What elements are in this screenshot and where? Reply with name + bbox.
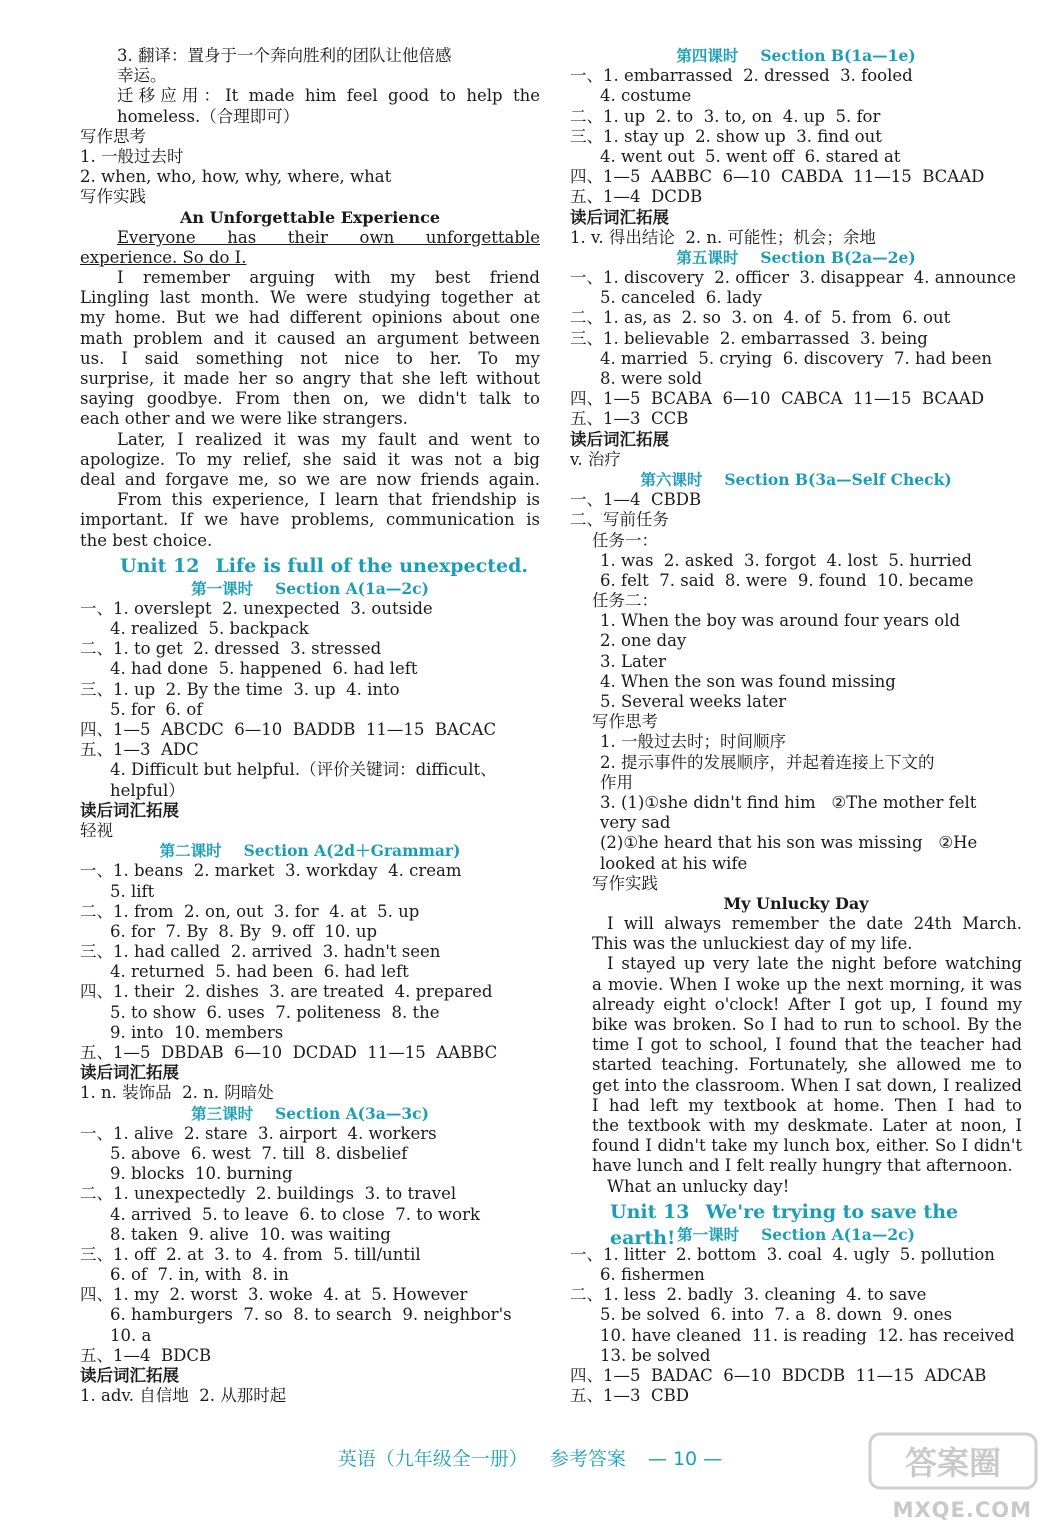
text-line: 五、1—3 CCB: [570, 409, 689, 429]
text-line: 四、1—5 ABCDC 6—10 BADDB 11—15 BACAC: [80, 720, 497, 739]
text-line: 5. for 6. of: [110, 699, 203, 719]
text-line: important. If we have problems, communication is: [80, 510, 540, 530]
text-line: 3. Later: [600, 651, 667, 671]
text-line: 4. realized 5. backpack: [110, 619, 309, 639]
text-line: have lunch and I felt really hungry that afternoon.: [592, 1156, 1013, 1176]
text-line: 一、1. discovery 2. officer 3. disappear 4. announce: [570, 268, 1017, 288]
text-line: time I got to school, I found that the teacher had: [592, 1035, 1022, 1055]
text-line: 写作实践: [80, 187, 146, 207]
text-line: 4. Difficult but helpful.（评价关键词：difficult、: [110, 760, 497, 780]
text-line: What an unlucky day!: [607, 1176, 790, 1196]
text-line: 写作实践: [592, 873, 658, 893]
lesson-label: 第一课时: [677, 1224, 740, 1244]
text-line: math problem and it caused an argument between: [80, 328, 540, 348]
text-line: Everyone has their own unforgettable: [117, 227, 540, 247]
lesson-heading: [80, 841, 540, 861]
text-line: 任务二：: [592, 591, 658, 611]
text-line: 4. returned 5. had been 6. had left: [110, 962, 409, 982]
text-line: 五、1—5 DBDAB 6—10 DCDAD 11—15 AABBC: [80, 1043, 498, 1062]
text-line: 1. v. 得出结论 2. n. 可能性；机会；余地: [570, 227, 876, 247]
text-line: 四、1. my 2. worst 3. woke 4. at 5. However: [80, 1285, 468, 1305]
text-line: 6. for 7. By 8. By 9. off 10. up: [110, 921, 378, 941]
text-line: I remember arguing with my best friend: [117, 268, 540, 288]
text-line: 1. 一般过去时；时间顺序: [600, 732, 786, 752]
text-line: I stayed up very late the night before watching: [607, 954, 1022, 974]
lesson-heading: [570, 248, 1022, 268]
text-line: 4. had done 5. happened 6. had left: [110, 659, 418, 679]
lesson-label: 第四课时: [676, 46, 739, 65]
text-line: 二、1. up 2. to 3. to, on 4. up 5. for: [570, 106, 881, 126]
lesson-heading: [570, 470, 1022, 490]
lesson-label: 第一课时: [191, 578, 254, 598]
unit-number: Unit 12: [120, 554, 200, 577]
text-line: v. 治疗: [570, 449, 621, 469]
text-line: 一、1—4 CBDB: [570, 490, 702, 510]
text-line: This was the unluckiest day of my life.: [592, 934, 913, 954]
text-line: 4. When the son was found missing: [600, 671, 896, 691]
text-line: found I didn't take my lunch box, either. So I didn't: [592, 1136, 1022, 1156]
text-line: looked at his wife: [600, 853, 748, 873]
text-line: 5. Several weeks later: [600, 692, 787, 711]
text-line: 任务一：: [592, 530, 658, 550]
text-line: 幸运。: [117, 66, 167, 86]
lesson-label: 第五课时: [676, 247, 739, 267]
text-line: 1. When the boy was around four years old: [600, 611, 961, 631]
text-line: I will always remember the date 24th March.: [607, 914, 1022, 934]
text-line: 五、1—3 ADC: [80, 740, 199, 760]
text-line: 一、1. alive 2. stare 3. airport 4. workers: [80, 1123, 437, 1143]
text-line: 四、1—5 BCABA 6—10 CABCA 11—15 BCAAD: [570, 389, 985, 409]
essay-title: My Unlucky Day: [723, 893, 869, 913]
text-line: 8. taken 9. alive 10. was waiting: [110, 1224, 391, 1244]
text-line: 五、1—3 CBD: [570, 1386, 689, 1406]
lesson-label: 第二课时: [159, 841, 222, 861]
text-line: 二、写前任务: [570, 510, 669, 530]
text-line: 三、1. off 2. at 3. to 4. from 5. till/until: [80, 1244, 421, 1264]
subheading: 读后词汇拓展: [570, 207, 669, 227]
lesson-label: 第三课时: [191, 1103, 254, 1123]
text-line: 5. lift: [110, 881, 155, 901]
text-line: I had left my textbook at home. Then I had to: [592, 1095, 1022, 1115]
text-line: 8. were sold: [600, 369, 703, 388]
text-line: 4. married 5. crying 6. discovery 7. had been: [600, 348, 992, 368]
text-line: started teaching. Fortunately, she allowed me to: [592, 1055, 1022, 1075]
text-line: 6. hamburgers 7. so 8. to search 9. neighbor's: [110, 1305, 512, 1325]
text-line: very sad: [600, 813, 671, 833]
footer-subject: 英语（九年级全一册）: [337, 1448, 528, 1470]
text-line: 写作思考: [592, 712, 658, 732]
text-line: 3. 翻译：置身于一个奔向胜利的团队让他倍感: [117, 46, 452, 65]
text-line: 作用: [600, 772, 633, 792]
text-line: 三、1. believable 2. embarrassed 3. being: [570, 328, 928, 348]
text-line: 一、1. litter 2. bottom 3. coal 4. ugly 5. pollution: [570, 1244, 995, 1264]
text-line: 二、1. unexpectedly 2. buildings 3. to travel: [80, 1184, 457, 1204]
essay-title: An Unforgettable Experience: [179, 207, 441, 227]
text-line: 写作思考: [80, 126, 146, 146]
text-line: 1. was 2. asked 3. forgot 4. lost 5. hurried: [600, 550, 972, 570]
subheading: 读后词汇拓展: [80, 1366, 179, 1385]
text-line: 2. one day: [600, 631, 687, 651]
text-line: bike was broken. So I had to run to school. By the: [592, 1015, 1022, 1034]
text-line: 6. fishermen: [600, 1265, 705, 1285]
text-line: 一、1. beans 2. market 3. workday 4. cream: [80, 861, 462, 881]
subheading: 读后词汇拓展: [80, 1063, 179, 1083]
section-label: Section A(1a—2c): [761, 1224, 915, 1244]
section-label: Section A(3a—3c): [275, 1103, 429, 1123]
text-line: (2)①he heard that his son was missing ②He: [600, 833, 978, 853]
text-line: get into the classroom. When I sat down, I realized: [592, 1075, 1022, 1095]
text-line: 四、1—5 AABBC 6—10 CABDA 11—15 BCAAD: [570, 167, 985, 187]
text-line: 9. blocks 10. burning: [110, 1164, 293, 1184]
text-line: 二、1. less 2. badly 3. cleaning 4. to save: [570, 1285, 927, 1305]
right-column: [570, 46, 1022, 1406]
text-line: deal and forgave me, so we are now friends again.: [80, 469, 540, 489]
text-line: 2. when, who, how, why, where, what: [80, 167, 392, 187]
footer-label: 参考答案: [549, 1448, 626, 1470]
page-number: — 10 —: [647, 1448, 723, 1470]
text-line: 10. a: [110, 1325, 152, 1345]
text-line: 5. above 6. west 7. till 8. disbelief: [110, 1143, 408, 1163]
text-line: each other and we were like strangers.: [80, 409, 408, 429]
text-line: Later, I realized it was my fault and went to: [117, 429, 540, 449]
text-line: 二、1. as, as 2. so 3. on 4. of 5. from 6. out: [570, 308, 951, 328]
section-label: Section B(2a—2e): [760, 247, 916, 267]
subheading: 读后词汇拓展: [570, 429, 669, 449]
text-line: my home. But we had different opinions about one: [80, 308, 540, 328]
section-label: Section B(1a—1e): [760, 46, 916, 65]
text-line: 6. felt 7. said 8. were 9. found 10. became: [600, 570, 974, 590]
text-line: helpful）: [110, 780, 185, 800]
text-line: 轻视: [80, 820, 113, 840]
text-line: 迁移应用：It made him feel good to help the: [117, 86, 540, 106]
text-line: 5. canceled 6. lady: [600, 288, 762, 308]
text-line: 四、1—5 BADAC 6—10 BDCDB 11—15 ADCAB: [570, 1366, 987, 1385]
text-line: already eight o'clock! After I got up, I found my: [592, 994, 1022, 1014]
text-line: 五、1—4 BDCB: [80, 1345, 212, 1365]
lesson-heading: [80, 579, 540, 599]
text-line: 10. have cleaned 11. is reading 12. has received: [600, 1325, 1015, 1345]
text-line: 三、1. up 2. By the time 3. up 4. into: [80, 679, 400, 699]
section-label: Section A(1a—2c): [275, 578, 429, 598]
text-line: 13. be solved: [600, 1345, 711, 1365]
section-label: Section B(3a—Self Check): [724, 469, 952, 489]
text-line: From this experience, I learn that friendship is: [117, 490, 540, 510]
text-line: 5. be solved 6. into 7. a 8. down 9. ones: [600, 1305, 953, 1325]
unit-title: Life is full of the unexpected.: [215, 554, 528, 577]
text-line: 二、1. from 2. on, out 3. for 4. at 5. up: [80, 901, 420, 921]
lesson-heading: [80, 1104, 540, 1124]
lesson-label: 第六课时: [640, 469, 703, 489]
text-line: 三、1. had called 2. arrived 3. hadn't seen: [80, 942, 441, 962]
text-line: 5. to show 6. uses 7. politeness 8. the: [110, 1002, 440, 1022]
unit-title: We're trying to save the earth!: [610, 1200, 959, 1249]
text-line: 1. n. 装饰品 2. n. 阴暗处: [80, 1083, 274, 1103]
subheading: 读后词汇拓展: [80, 800, 179, 820]
text-line: 四、1. their 2. dishes 3. are treated 4. prepared: [80, 982, 493, 1002]
text-line: 4. went out 5. went off 6. stared at: [600, 146, 901, 166]
text-line: 五、1—4 DCDB: [570, 187, 703, 207]
text-line: 二、1. to get 2. dressed 3. stressed: [80, 639, 382, 659]
left-column: [80, 46, 540, 1406]
unit-number: Unit 13: [610, 1200, 690, 1223]
text-line: 3. (1)①she didn't find him ②The mother felt: [600, 792, 977, 812]
text-line: 2. 提示事件的发展顺序，并起着连接上下文的: [600, 752, 935, 772]
text-line: the best choice.: [80, 530, 213, 550]
text-line: 4. arrived 5. to leave 6. to close 7. to work: [110, 1204, 480, 1224]
text-line: a movie. When I woke up the next morning, it was: [592, 974, 1022, 994]
text-line: apologize. To my relief, she said it was not a big: [80, 449, 540, 469]
text-line: us. I said something not nice to her. To my: [80, 348, 540, 368]
text-line: 4. costume: [600, 86, 692, 106]
text-line: 6. of 7. in, with 8. in: [110, 1265, 289, 1285]
text-line: surprise, it made her so angry that she left without: [80, 369, 540, 388]
text-line: 一、1. embarrassed 2. dressed 3. fooled: [570, 66, 913, 86]
text-line: Lingling last month. We were studying together at: [80, 288, 540, 308]
section-label: Section A(2d＋Grammar): [243, 841, 461, 861]
text-line: 三、1. stay up 2. show up 3. find out: [570, 126, 882, 146]
text-line: experience. So do I.: [80, 247, 247, 267]
watermark-site: MXQE.COM: [892, 1498, 1032, 1522]
text-line: saying goodbye. From then on, we didn't talk to: [80, 389, 540, 409]
text-line: 1. 一般过去时: [80, 146, 184, 166]
unit-heading: [80, 553, 540, 579]
text-line: homeless.（合理即可）: [117, 106, 300, 126]
text-line: 1. adv. 自信地 2. 从那时起: [80, 1386, 287, 1406]
text-line: the textbook with my deskmate. Later at noon, I: [592, 1115, 1022, 1135]
text-line: 一、1. overslept 2. unexpected 3. outside: [80, 598, 433, 618]
lesson-heading: [570, 46, 1022, 66]
text-line: 9. into 10. members: [110, 1022, 284, 1042]
svg-text:答案圈: 答案圈: [904, 1444, 1002, 1482]
